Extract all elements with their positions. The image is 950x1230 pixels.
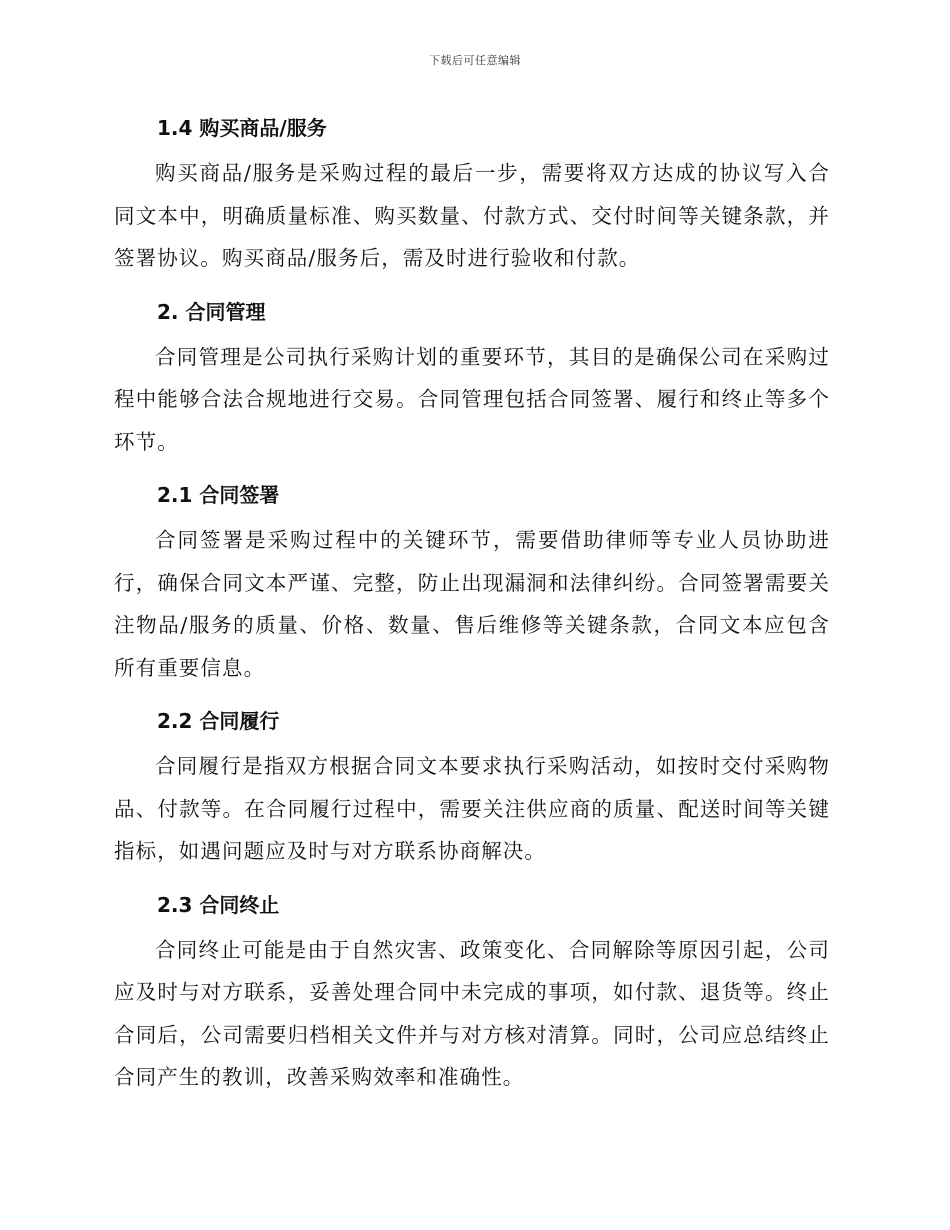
section-paragraph-2: 合同管理是公司执行采购计划的重要环节，其目的是确保公司在采购过程中能够合法合规地进行交易。合同管理包括合同签署、履行和终止等多个环节。 [114,344,830,454]
section-paragraph-2-3: 合同终止可能是由于自然灾害、政策变化、合同解除等原因引起，公司应及时与对方联系，妥善处理合同中未完成的事项，如付款、退货等。终止合同后，公司需要归档相关文件并与对方核对清算。同时，公司应总结终止合同产生的教训，改善采购效率和准确性。 [114,937,830,1089]
document-body [114,104,830,1107]
section-heading-2: 2. 合同管理 [157,299,266,324]
section-heading-2-2: 2.2 合同履行 [157,709,280,733]
section-paragraph-1-4: 购买商品/服务是采购过程的最后一步，需要将双方达成的协议写入合同文本中，明确质量标准、购买数量、付款方式、交付时间等关键条款，并签署协议。购买商品/服务后，需及时进行验收和付款。 [114,161,830,270]
section-paragraph-2-1: 合同签署是采购过程中的关键环节，需要借助律师等专业人员协助进行，确保合同文本严谨、完整，防止出现漏洞和法律纠纷。合同签署需要关注物品/服务的质量、价格、数量、售后维修等关键条款，合同文本应包含所有重要信息。 [114,528,830,680]
section-paragraph-2-2: 合同履行是指双方根据合同文本要求执行采购活动，如按时交付采购物品、付款等。在合同履行过程中，需要关注供应商的质量、配送时间等关键指标，如遇问题应及时与对方联系协商解决。 [114,754,830,863]
section-heading-2-3: 2.3 合同终止 [157,892,280,917]
section-heading-2-1: 2.1 合同签署 [157,483,280,507]
section-heading-1-4: 1.4 购买商品/服务 [157,116,327,140]
page-header-note: 下载后可任意编辑 [429,54,521,67]
